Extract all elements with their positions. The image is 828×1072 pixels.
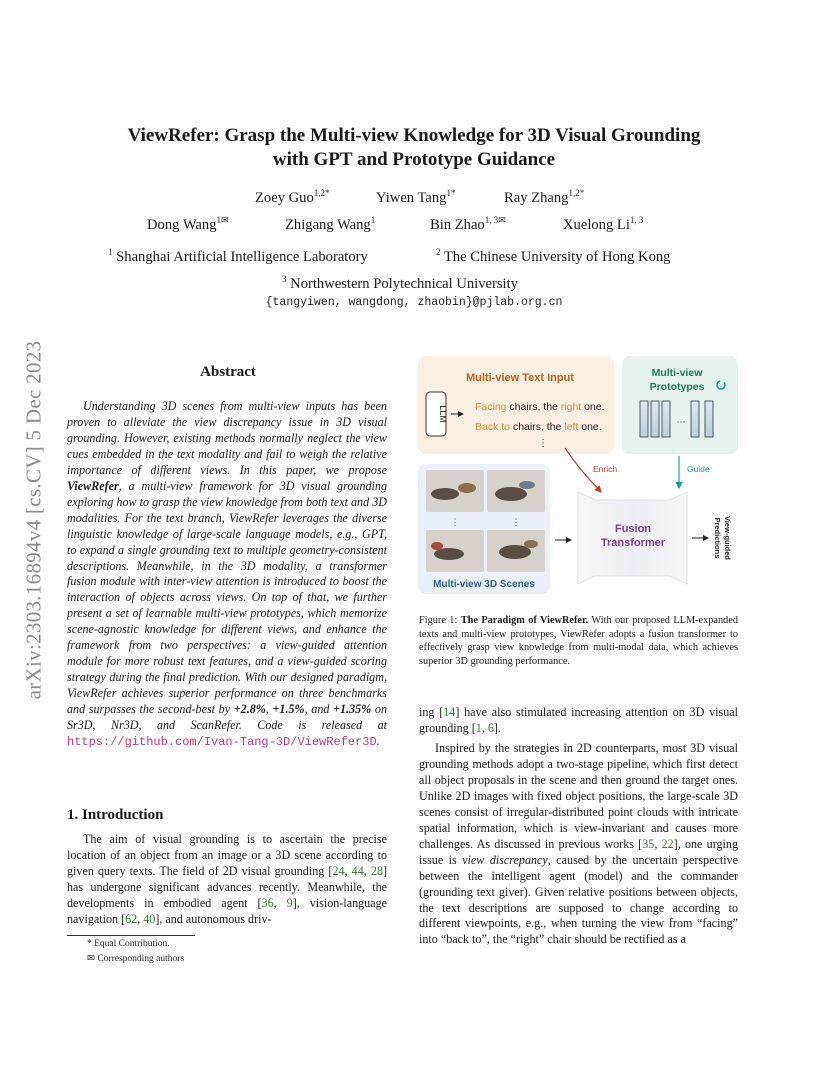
fusion-label-2: Transformer — [600, 537, 666, 549]
citation-link[interactable]: 24 — [332, 863, 345, 878]
affiliation: $^2$ The Chinese University of Hong Kong — [436, 247, 671, 265]
citation-link[interactable]: 40 — [143, 911, 156, 926]
figure-caption: Figure 1: The Paradigm of ViewRefer. With our proposed LLM-expanded texts and multi-view prototypes, ViewRefer adopts a fusion transformer to effectively grasp view knowledge from multi-modal data, which achieves superior 3D grounding performance. — [419, 615, 738, 667]
figure-1-diagram — [415, 352, 745, 602]
prediction-label-1: View-guided — [723, 515, 732, 561]
footnote-equal-contribution: * Equal Contribution. — [87, 939, 170, 949]
citation-link[interactable]: 36 — [261, 895, 274, 910]
llm-label: LLM — [438, 405, 448, 423]
scenes-title: Multi-view 3D Scenes — [433, 579, 535, 590]
arxiv-stamp — [14, 290, 54, 750]
citation-link[interactable]: 9 — [286, 895, 293, 910]
expanded-text-2: Back to chairs, the left one. — [475, 421, 602, 433]
citation-link[interactable]: 14 — [443, 705, 456, 719]
author: Yiwen Tang$^{1*}$ — [376, 188, 456, 206]
intro-paragraph: The aim of visual grounding is to ascertain the precise location of an object from an image or a 3D scene according to given query texts. The field of 2D visual grounding [24, 44, 28] has undergone significant advances recently. Meanwhile, the developments in embodied agent [36, 9], vision-language navigation [62, 40], and autonomous driv- — [67, 832, 388, 926]
ellipsis: ⋮ — [538, 438, 548, 449]
citation-link[interactable]: 1 — [475, 720, 482, 735]
body-paragraph: Inspired by the strategies in 2D counterparts, most 3D visual grounding methods adopt a two-stage pipeline, which first detect all object proposals in the scene and then ground the target ones. Unlike 2D images with fixed object positions, the large-scale 3D scenes consist of irregular-distributed point clouds with intricate spatial information, which is view-invariant and causes more challenges. As discussed in previous works [35, 22], one urging issue is view discrepancy, caused by the uncertain perspective between the intelligent agent (model) and the commander (grounding text giver). Given relative positions between objects, the text descriptions are supposed to change according to different viewpoints, e.g., when turning the view from “facing” into “back to”, the “right” chair should be rectified as a — [419, 741, 739, 947]
author-email: {tangyiwen, wangdong, zhaobin}@pjlab.org.cn — [265, 296, 563, 309]
citation-link[interactable]: 62 — [125, 911, 138, 926]
fusion-label-1: Fusion — [614, 523, 652, 535]
code-link[interactable]: https://github.com/Ivan-Tang-3D/ViewRefer3D — [67, 735, 377, 750]
paper-title — [60, 124, 768, 172]
guide-label: Guide — [687, 464, 710, 474]
method-name: ViewRefer — [67, 478, 119, 493]
text-input-title: Multi-view Text Input — [466, 372, 574, 384]
citation-link[interactable]: 22 — [661, 836, 674, 851]
scene-dots-right: ⋮ — [511, 517, 521, 527]
citation-link[interactable]: 44 — [351, 863, 364, 878]
abstract-heading: Abstract — [200, 364, 256, 380]
affiliation: $^3$ Northwestern Polytechnical University — [282, 274, 518, 292]
footnote-corresponding: ✉ Corresponding authors — [87, 954, 185, 964]
arxiv-id: arXiv:2303.16894v4 [cs.CV] 5 Dec 2023 — [21, 340, 46, 700]
author: Bin Zhao$^{1, 3✉}$ — [430, 215, 506, 233]
author: Dong Wang$^{1✉}$ — [147, 215, 229, 233]
title-line-2: with GPT and Prototype Guidance — [272, 149, 556, 170]
prototypes-title-2: Prototypes — [649, 381, 705, 393]
footnote-rule — [67, 935, 195, 936]
citation-link[interactable]: 35 — [642, 836, 655, 851]
citation-link[interactable]: 6 — [487, 720, 494, 735]
author: Xuelong Li$^{1, 3}$ — [563, 215, 644, 233]
scene-dots-left: ⋮ — [450, 517, 460, 527]
section-heading: 1. Introduction — [67, 807, 164, 823]
prototypes-title-1: Multi-view — [651, 367, 703, 379]
expanded-text-1: Facing chairs, the right one. — [475, 401, 605, 413]
author: Ray Zhang$^{1,2*}$ — [504, 188, 585, 206]
author: Zhigang Wang$^1$ — [285, 215, 376, 233]
citation-link[interactable]: 28 — [370, 863, 383, 878]
prototype-dots: ··· — [676, 417, 686, 427]
title-line-1: ViewRefer: Grasp the Multi-view Knowledge for 3D Visual Grounding — [127, 125, 701, 146]
enrich-label: Enrich — [593, 464, 618, 474]
body-paragraph: ing [14] have also stimulated increasing attention on 3D visual grounding [1, 6]. — [419, 705, 738, 735]
abstract-body: Understanding 3D scenes from multi-view inputs has been proven to alleviate the view discrepancy issue in 3D visual grounding. However, existing methods normally neglect the view cues embedded in the text modality and fail to weigh the relative importance of different views. In this paper, we propose ViewRefer, a multi-view framework for 3D visual grounding exploring how to grasp the view knowledge from both text and 3D modalities. For the text branch, ViewRefer leverages the diverse linguistic knowledge of large-scale language models, e.g., GPT, to expand a single grounding text to multiple geometry-consistent descriptions. Meanwhile, in the 3D modality, a transformer fusion module with inter-view attention is introduced to boost the interaction of objects across views. On top of that, we further present a set of learnable multi-view prototypes, which memorize scene-agnostic knowledge for different views, and enhance the framework from two perspectives: a view-guided attention module for more robust text features, and a view-guided scoring strategy during the final prediction. With our designed paradigm, ViewRefer achieves superior performance on three benchmarks and surpasses the second-best by +2.8%, +1.5%, and +1.35% on Sr3D, Nr3D, and ScanRefer. Code is released at https://github.com/Ivan-Tang-3D/ViewRefer3D. — [67, 399, 387, 750]
affiliation: $^1$ Shanghai Artificial Intelligence Laboratory — [108, 247, 368, 265]
prediction-label-2: Predictions — [713, 517, 722, 559]
author: Zoey Guo$^{1,2*}$ — [255, 188, 330, 206]
